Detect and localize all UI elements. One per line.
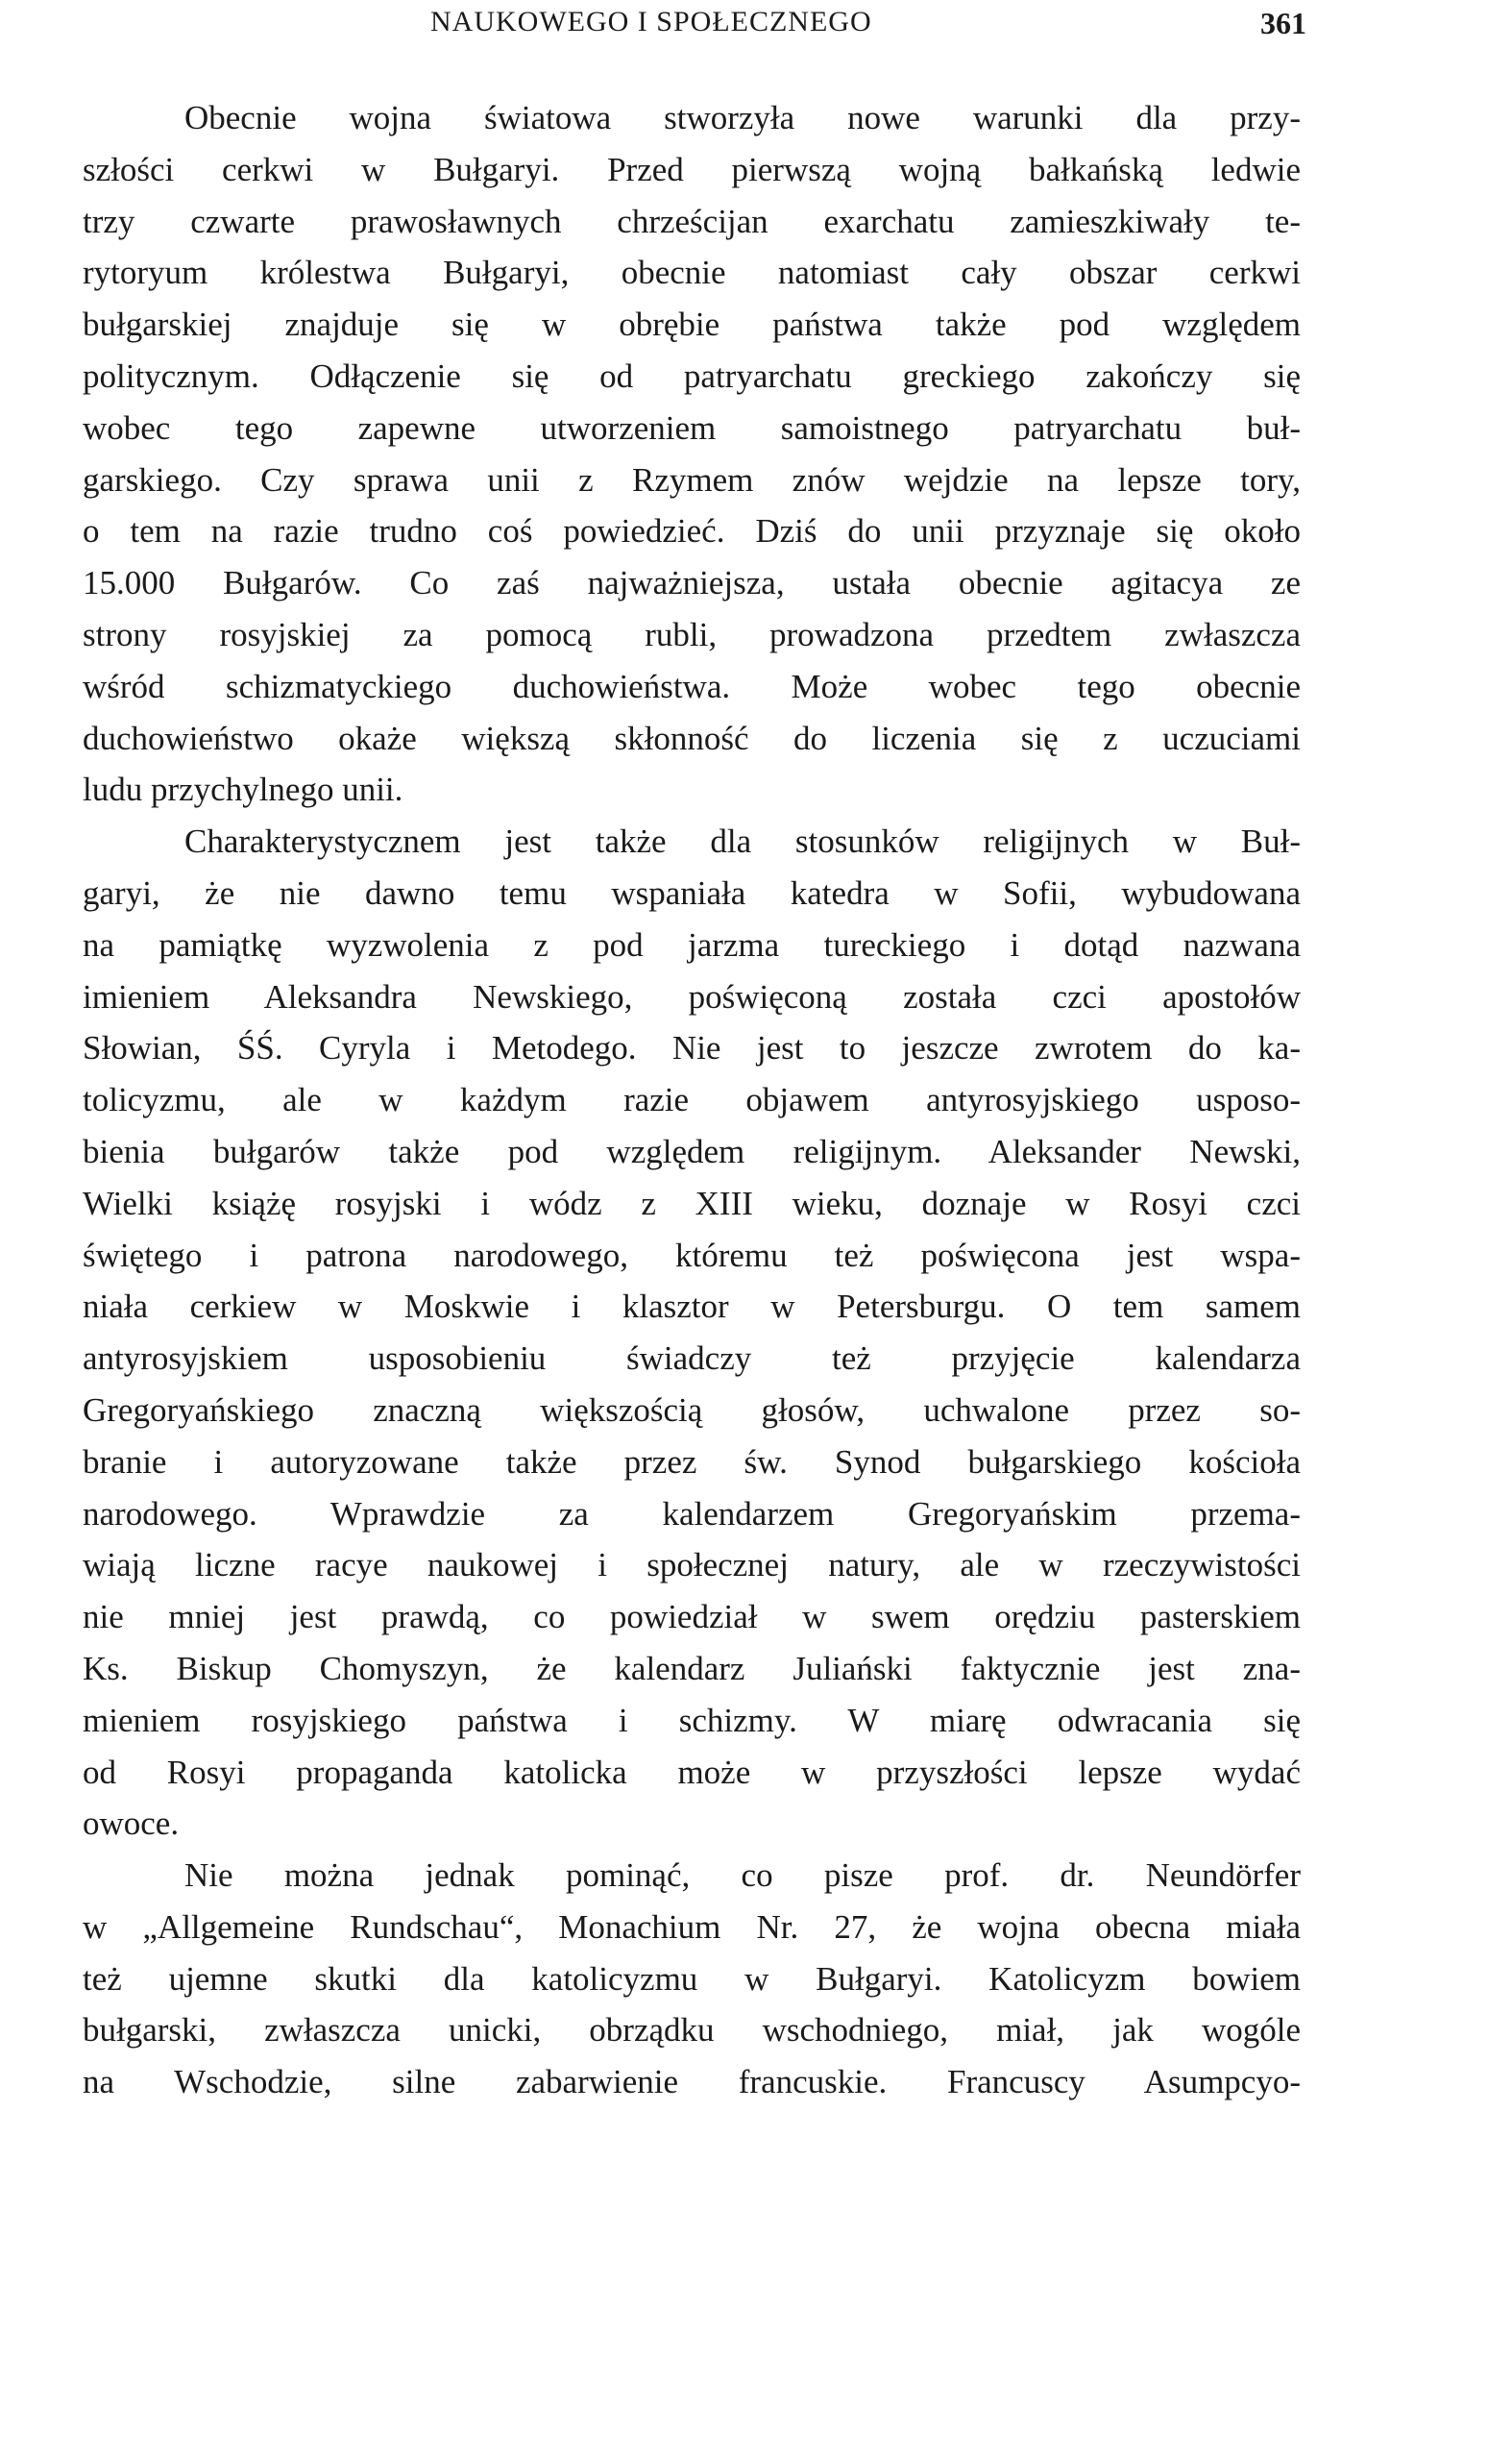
text-line: w „Allgemeine Rundschau“, Monachium Nr. 27, że wojna obecna miała <box>83 1907 1301 1946</box>
text-line: Charakterystycznem jest także dla stosunków religijnych w Buł- <box>184 822 1301 861</box>
text-line: trzy czwarte prawosławnych chrześcijan exarchatu zamieszkiwały te- <box>83 202 1301 240</box>
text-line: też ujemne skutki dla katolicyzmu w Bułgaryi. Katolicyzm bowiem <box>83 1959 1301 1998</box>
page-number: 361 <box>1260 6 1306 40</box>
text-line: bułgarskiej znajduje się w obrębie państwa także pod względem <box>83 306 1301 344</box>
text-line: ludu przychylnego unii. <box>83 771 403 809</box>
text-line: rytoryum królestwa Bułgaryi, obecnie natomiast cały obszar cerkwi <box>83 254 1301 292</box>
text-line: narodowego. Wprawdzie za kalendarzem Gregoryańskim przema- <box>83 1494 1301 1533</box>
text-line: antyrosyjskiem usposobieniu świadczy też przyjęcie kalendarza <box>83 1339 1301 1378</box>
text-line: Obecnie wojna światowa stworzyła nowe warunki dla przy- <box>184 99 1301 136</box>
text-line: branie i autoryzowane także przez św. Synod bułgarskiego kościoła <box>83 1442 1301 1481</box>
text-line: mieniem rosyjskiego państwa i schizmy. W miarę odwracania się <box>83 1701 1301 1739</box>
text-line: Słowian, ŚŚ. Cyryla i Metodego. Nie jest to jeszcze zwrotem do ka- <box>83 1029 1301 1068</box>
text-line: Wielki książę rosyjski i wódz z XIII wieku, doznaje w Rosyi czci <box>83 1184 1301 1222</box>
text-line: 15.000 Bułgarów. Co zaś najważniejsza, ustała obecnie agitacya ze <box>83 564 1301 602</box>
running-title: NAUKOWEGO I SPOŁECZNEGO <box>430 6 872 37</box>
text-line: Nie można jednak pominąć, co pisze prof. dr. Neundörfer <box>184 1856 1301 1895</box>
text-line: od Rosyi propaganda katolicka może w przyszłości lepsze wydać <box>83 1753 1301 1791</box>
text-line: niała cerkiew w Moskwie i klasztor w Petersburgu. O tem samem <box>83 1288 1301 1326</box>
body-text <box>83 92 1301 2108</box>
text-line: świętego i patrona narodowego, któremu też poświęcona jest wspa- <box>83 1236 1301 1274</box>
text-line: strony rosyjskiej za pomocą rubli, prowadzona przedtem zwłaszcza <box>83 615 1301 653</box>
text-line: wiają liczne racye naukowej i społecznej natury, ale w rzeczywistości <box>83 1546 1301 1584</box>
text-line: imieniem Aleksandra Newskiego, poświęconą została czci apostołów <box>83 977 1301 1016</box>
text-line: duchowieństwo okaże większą skłonność do liczenia się z uczuciami <box>83 719 1301 757</box>
text-line: nie mniej jest prawdą, co powiedział w swem orędziu pasterskiem <box>83 1598 1301 1636</box>
text-line: o tem na razie trudno coś powiedzieć. Dziś do unii przyznaje się około <box>83 512 1301 551</box>
text-line: garskiego. Czy sprawa unii z Rzymem znów wejdzie na lepsze tory, <box>83 460 1301 499</box>
text-line: bułgarski, zwłaszcza unicki, obrządku wschodniego, miał, jak wogóle <box>83 2011 1301 2050</box>
text-line: na pamiątkę wyzwolenia z pod jarzma tureckiego i dotąd nazwana <box>83 925 1301 964</box>
text-line: owoce. <box>83 1804 180 1843</box>
text-line: bienia bułgarów także pod względem religijnym. Aleksander Newski, <box>83 1132 1301 1170</box>
text-line: wobec tego zapewne utworzeniem samoistnego patryarchatu buł- <box>83 408 1301 447</box>
text-line: garyi, że nie dawno temu wspaniała katedra w Sofii, wybudowana <box>83 873 1301 912</box>
text-line: tolicyzmu, ale w każdym razie objawem antyrosyjskiego usposo- <box>83 1081 1301 1119</box>
running-head <box>403 6 1306 44</box>
text-line: szłości cerkwi w Bułgaryi. Przed pierwszą wojną bałkańską ledwie <box>83 150 1301 188</box>
text-line: wśród schizmatyckiego duchowieństwa. Może wobec tego obecnie <box>83 667 1301 705</box>
text-line: na Wschodzie, silne zabarwienie francuskie. Francuscy Asumpcyo- <box>83 2063 1301 2101</box>
text-line: politycznym. Odłączenie się od patryarchatu greckiego zakończy się <box>83 356 1301 395</box>
text-line: Gregoryańskiego znaczną większością głosów, uchwalone przez so- <box>83 1390 1301 1429</box>
text-line: Ks. Biskup Chomyszyn, że kalendarz Juliański faktycznie jest zna- <box>83 1649 1301 1687</box>
